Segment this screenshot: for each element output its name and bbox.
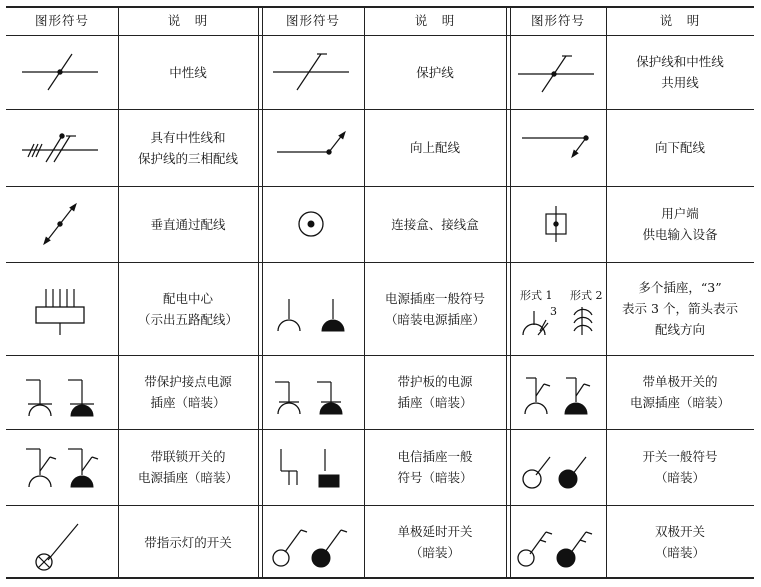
symbol-table — [6, 6, 754, 579]
description-cell — [118, 355, 258, 429]
consumer-supply-inlet-icon — [510, 186, 606, 262]
description-text: 中性线 — [169, 64, 207, 80]
description-text: 保护线和中性线 共用线 — [636, 54, 724, 90]
description-cell — [364, 35, 506, 109]
table-column-rule — [506, 6, 507, 579]
description-cell — [118, 505, 258, 579]
description-text: 用户端 供电输入设备 — [642, 206, 718, 242]
combined-pen-line-icon — [510, 35, 606, 109]
three-phase-wiring-icon — [6, 109, 118, 186]
description-cell — [364, 109, 506, 186]
header-label: 说 明 — [414, 13, 456, 28]
vertical-through-wiring-icon — [6, 186, 118, 262]
header-label: 说 明 — [167, 13, 209, 28]
description-cell — [606, 355, 754, 429]
description-cell — [606, 35, 754, 109]
distribution-center-icon — [6, 262, 118, 355]
description-cell — [364, 186, 506, 262]
description-cell — [606, 505, 754, 579]
two-pole-switch-icon — [510, 505, 606, 579]
description-text: 带保护接点电源 插座（暗装） — [144, 374, 232, 410]
wiring-down-icon — [510, 109, 606, 186]
header-label: 说 明 — [659, 13, 701, 28]
header-description — [118, 6, 258, 35]
description-text: 配电中心 （示出五路配线） — [137, 290, 238, 327]
telecom-socket-icon — [262, 429, 364, 505]
socket-outlet-icon — [262, 262, 364, 355]
description-cell — [606, 262, 754, 355]
switched-socket-icon — [510, 355, 606, 429]
description-text: 带指示灯的开关 — [144, 534, 232, 550]
header-symbol — [510, 6, 606, 35]
header-label: 图形符号 — [530, 13, 585, 28]
description-text: 向上配线 — [409, 140, 460, 155]
description-text: 开关一般符号 （暗装） — [642, 449, 718, 485]
header-symbol — [6, 6, 118, 35]
svg-text:3: 3 — [550, 304, 557, 318]
description-text: 多个插座，“3” 表示 3 个，箭头表示 配线方向 — [622, 280, 738, 337]
description-cell — [364, 262, 506, 355]
neutral-line-icon — [6, 35, 118, 109]
description-cell — [118, 262, 258, 355]
svg-text:形式 2: 形式 2 — [570, 288, 603, 302]
description-cell — [364, 355, 506, 429]
description-text: 单极延时开关 （暗装） — [397, 524, 473, 560]
shuttered-socket-icon — [262, 355, 364, 429]
description-cell — [364, 429, 506, 505]
wiring-up-icon — [262, 109, 364, 186]
description-cell — [606, 429, 754, 505]
description-cell — [118, 35, 258, 109]
table-column-rule — [258, 6, 259, 579]
header-label: 图形符号 — [285, 13, 340, 28]
interlock-switch-socket-icon — [6, 429, 118, 505]
description-cell — [606, 109, 754, 186]
header-symbol — [262, 6, 364, 35]
junction-box-icon — [262, 186, 364, 262]
description-text: 带联锁开关的 电源插座（暗装） — [137, 449, 238, 485]
switch-icon — [510, 429, 606, 505]
header-label: 图形符号 — [34, 13, 89, 28]
description-cell — [118, 429, 258, 505]
header-description — [364, 6, 506, 35]
description-cell — [118, 186, 258, 262]
description-cell — [364, 505, 506, 579]
description-text: 电信插座一般 符号（暗装） — [397, 449, 473, 485]
protective-line-icon — [262, 35, 364, 109]
description-text: 电源插座一般符号 （暗装电源插座） — [384, 290, 485, 327]
description-text: 向下配线 — [654, 140, 705, 155]
pilot-light-switch-icon — [6, 505, 118, 579]
protective-contact-socket-icon — [6, 355, 118, 429]
header-description — [606, 6, 754, 35]
description-text: 垂直通过配线 — [150, 216, 226, 232]
svg-text:形式 1: 形式 1 — [520, 288, 553, 302]
description-cell — [118, 109, 258, 186]
description-text: 具有中性线和 保护线的三相配线 — [137, 129, 238, 166]
description-cell — [606, 186, 754, 262]
multiple-sockets-icon — [510, 262, 606, 355]
description-text: 保护线 — [416, 64, 454, 80]
description-text: 带护板的电源 插座（暗装） — [397, 374, 473, 410]
description-text: 双极开关 （暗装） — [654, 524, 705, 560]
description-text: 连接盒、接线盒 — [391, 216, 479, 232]
time-delay-switch-icon — [262, 505, 364, 579]
description-text: 带单极开关的 电源插座（暗装） — [629, 374, 730, 410]
